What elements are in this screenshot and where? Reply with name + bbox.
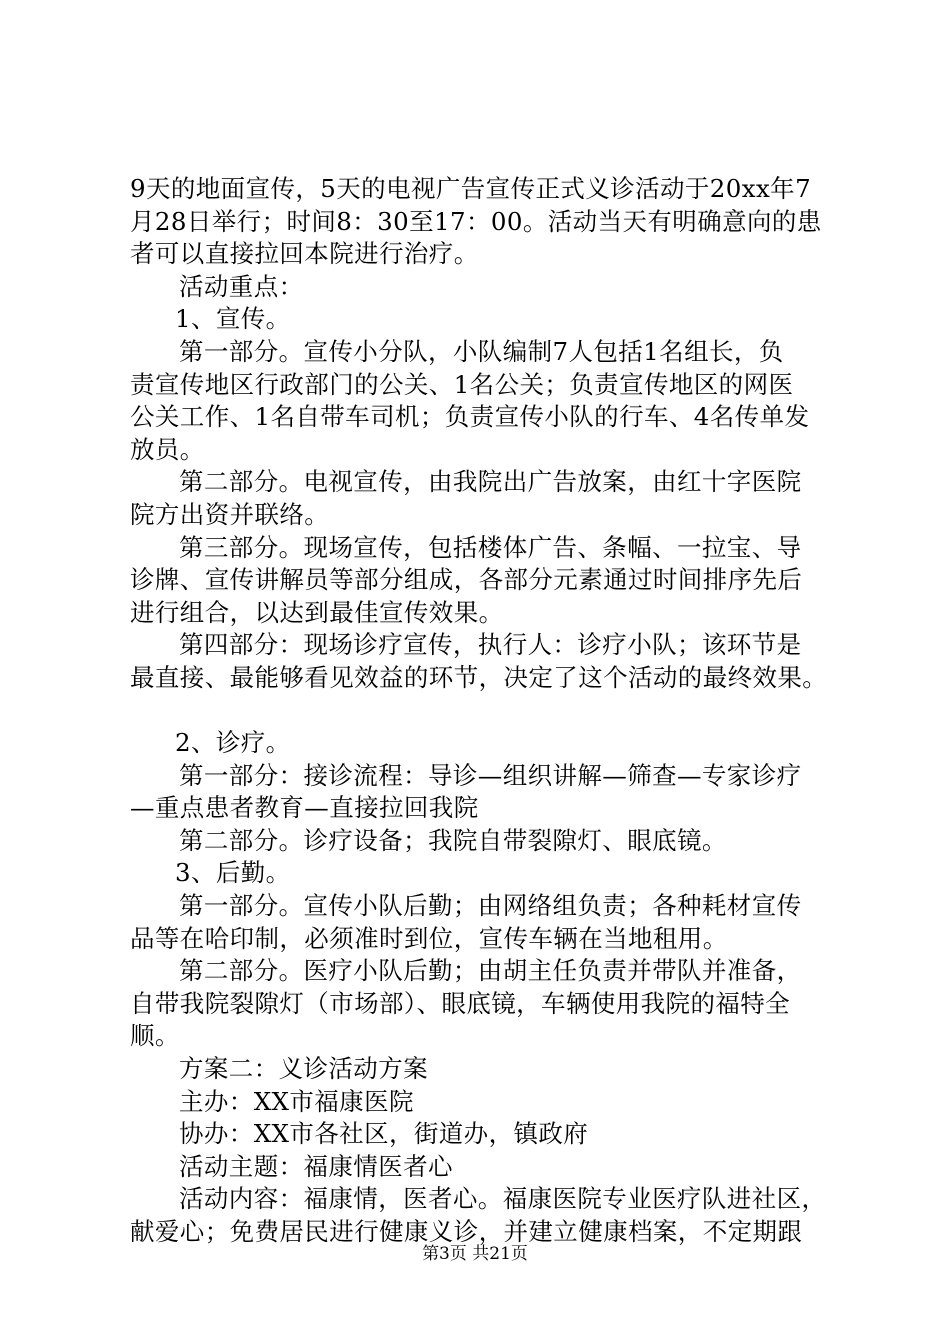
text-line: 诊牌、宣传讲解员等部分组成，各部分元素通过时间排序先后 (130, 565, 803, 595)
blank-line (130, 695, 850, 728)
text-line: 放员。 (130, 434, 205, 464)
text-line: 第一部分。宣传小分队，小队编制7人包括1名组长，负 (179, 336, 784, 366)
text-line: 第一部分。宣传小队后勤；由网络组负责；各种耗材宣传 (179, 891, 802, 921)
text-line: 活动主题：福康情医者心 (179, 1151, 453, 1181)
text-line: 品等在哈印制，必须准时到位，宣传车辆在当地租用。 (130, 923, 728, 953)
text-line: 第三部分。现场宣传，包括楼体广告、条幅、一拉宝、导 (179, 532, 802, 562)
text-line: 月28日举行；时间8：30至17：00。活动当天有明确意向的患 (130, 206, 822, 236)
text-line: 公关工作、1名自带车司机；负责宣传小队的行车、4名传单发 (130, 402, 810, 432)
subsection-heading: 3、后勤。 (175, 858, 291, 888)
subsection-heading: 1、宣传。 (175, 304, 291, 334)
text-line: 者可以直接拉回本院进行治疗。 (130, 239, 479, 269)
text-line: 第二部分。医疗小队后勤；由胡主任负责并带队并准备， (179, 956, 802, 986)
document-body (130, 173, 850, 1249)
text-line: 献爱心；免费居民进行健康义诊，并建立健康档案，不定期跟 (130, 1217, 803, 1246)
text-line: 顺。 (130, 1021, 180, 1051)
text-line: —重点患者教育—直接拉回我院 (130, 793, 479, 823)
section-heading: 方案二：义诊活动方案 (179, 1054, 428, 1084)
text-line: 主办：XX市福康医院 (179, 1086, 414, 1116)
text-line: 第二部分。电视宣传，由我院出广告放案，由红十字医院 (179, 467, 802, 497)
text-line: 9天的地面宣传，5天的电视广告宣传正式义诊活动于20xx年7 (130, 174, 812, 203)
text-line: 第二部分。诊疗设备；我院自带裂隙灯、眼底镜。 (179, 825, 727, 855)
text-line: 最直接、最能够看见效益的环节，决定了这个活动的最终效果。 (130, 662, 828, 692)
text-line: 进行组合，以达到最佳宣传效果。 (130, 597, 504, 627)
section-heading: 活动重点： (179, 271, 304, 301)
text-line: 第一部分：接诊流程：导诊—组织讲解—筛查—专家诊疗 (179, 760, 802, 790)
text-line: 院方出资并联络。 (130, 499, 330, 529)
subsection-heading: 2、诊疗。 (175, 728, 291, 758)
text-line: 第四部分：现场诊疗宣传，执行人：诊疗小队；该环节是 (179, 630, 802, 660)
page-number-footer: 第3页 共21页 (422, 1244, 528, 1264)
text-line: 活动内容：福康情，医者心。福康医院专业医疗队进社区， (179, 1184, 827, 1214)
text-line: 责宣传地区行政部门的公关、1名公关；负责宣传地区的网医 (130, 369, 794, 399)
text-line: 自带我院裂隙灯（市场部）、眼底镜，车辆使用我院的福特全 (130, 988, 791, 1018)
text-line: 协办：XX市各社区，街道办，镇政府 (179, 1119, 589, 1149)
